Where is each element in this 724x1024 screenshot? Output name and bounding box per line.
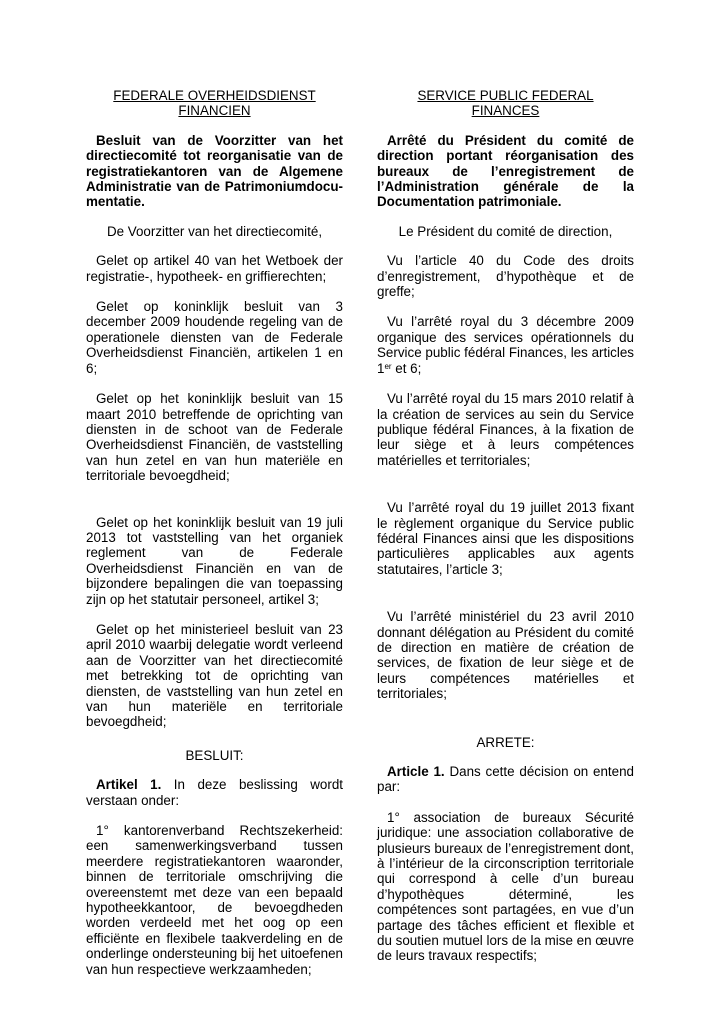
article-text: In deze beslissing wordt verstaan onder: <box>86 777 343 808</box>
decision-heading: ARRETE: <box>476 734 535 750</box>
consideration-3: Gelet op het koninklijk besluit van 15 maart 2010 betreffende de oprichting van diensten in de schoot van de Federale Overheidsdienst Financiën, de vaststelling van hun zetel en van hun materiële en territoriale bevoegdheid; <box>86 391 343 484</box>
consideration-1: Vu l’article 40 du Code des droits d’enregistrement, d’hypothèque et de greffe; <box>377 253 634 300</box>
article-label: Article 1. <box>387 764 445 779</box>
article-text: Dans cette décision on entend par: <box>377 764 634 795</box>
consideration-2: Gelet op koninklijk besluit van 3 december 2009 houdende regeling van de operationele diensten van de Federale Overheidsdienst Financiën, artikelen 1 en 6; <box>86 299 343 376</box>
article-1 <box>86 777 343 808</box>
dutch-column <box>86 88 343 992</box>
article-label: Artikel 1. <box>96 777 162 793</box>
definition-1: 1° association de bureaux Sécurité juridique: une association collaborative de plusieurs bureaux de l’enregistrement dont, à l’intérieur de la circonscription territoriale qui correspond à celle d’un bureau d’hypothèques déterminé, les compétences sont partagées, en vue d’un partage des tâches efficient et flexible et du soutien mutuel lors de la mise en œuvre de leurs travaux respectifs; <box>377 809 634 964</box>
intro-line: De Voorzitter van het directiecomité, <box>106 223 323 239</box>
article-1 <box>377 764 634 795</box>
consideration-5: Gelet op het ministerieel besluit van 23 april 2010 waarbij delegatie wordt verleend aan de Voorzitter van het directiecomité met betrekking tot de oprichting van diensten, de vaststelling van hun zetel en van hun materiële en territoriale bevoegdheid; <box>86 621 343 730</box>
intro-line: Le Président du comité de direction, <box>398 223 613 239</box>
consideration-2: Vu l’arrêté royal du 3 décembre 2009 organique des services opérationnels du Service public fédéral Finances, les articles 1er et 6; <box>377 314 634 376</box>
consideration-4: Vu l’arrêté royal du 19 juillet 2013 fixant le règlement organique du Service public fédéral Finances ainsi que les dispositions particulières applicables aux agents statutaires, l’article 3; <box>377 500 634 577</box>
decree-title: Besluit van de Voorzitter van het directiecomité tot reorganisatie van de registratiekantoren van de Algemene Administratie van de Patrimoniumdocu-mentatie. <box>86 132 343 210</box>
decision-heading: BESLUIT: <box>185 747 244 763</box>
consideration-1: Gelet op artikel 40 van het Wetboek der registratie-, hypotheek- en griffierechten; <box>86 253 343 284</box>
superscript-er: er <box>384 361 392 371</box>
definition-1: 1° kantorenverband Rechtszekerheid: een samenwerkingsverband tussen meerdere registratiekantoren waaronder, binnen de territoriale omschrijving die overeenstemt met deze van een bepaald hypotheekkantoor, de bevoegdheden worden verdeeld met het oog op een efficiënte en flexibele taakverdeling en de onderlinge ondersteuning bij het uitoefenen van hun respectieve werkzaamheden; <box>86 823 343 977</box>
consideration-3: Vu l’arrêté royal du 15 mars 2010 relatif à la création de services au sein du Service publique fédéral Finances, à la fixation de leur siège et à leurs compétences matérielles et territoriales; <box>377 391 634 468</box>
decree-title: Arrêté du Président du comité de direction portant réorganisation des bureaux de l’enregistrement de l’Administration générale de la Documentation patrimoniale. <box>377 132 634 210</box>
french-column <box>377 88 634 979</box>
organization-heading: SERVICE PUBLIC FEDERAL FINANCES <box>417 88 594 119</box>
consideration-5: Vu l’arrêté ministériel du 23 avril 2010 donnant délégation au Président du comité de direction en matière de création de services, de fixation de leur siège et de leurs compétences matérielles et territoriales; <box>377 609 634 702</box>
organization-heading: FEDERALE OVERHEIDSDIENST FINANCIEN <box>113 88 316 119</box>
consideration-4: Gelet op het koninklijk besluit van 19 juli 2013 tot vaststelling van het organiek reglement van de Federale Overheidsdienst Financiën en van de bijzondere bepalingen die van toepassing zijn op het statutair personeel, artikel 3; <box>86 514 343 607</box>
